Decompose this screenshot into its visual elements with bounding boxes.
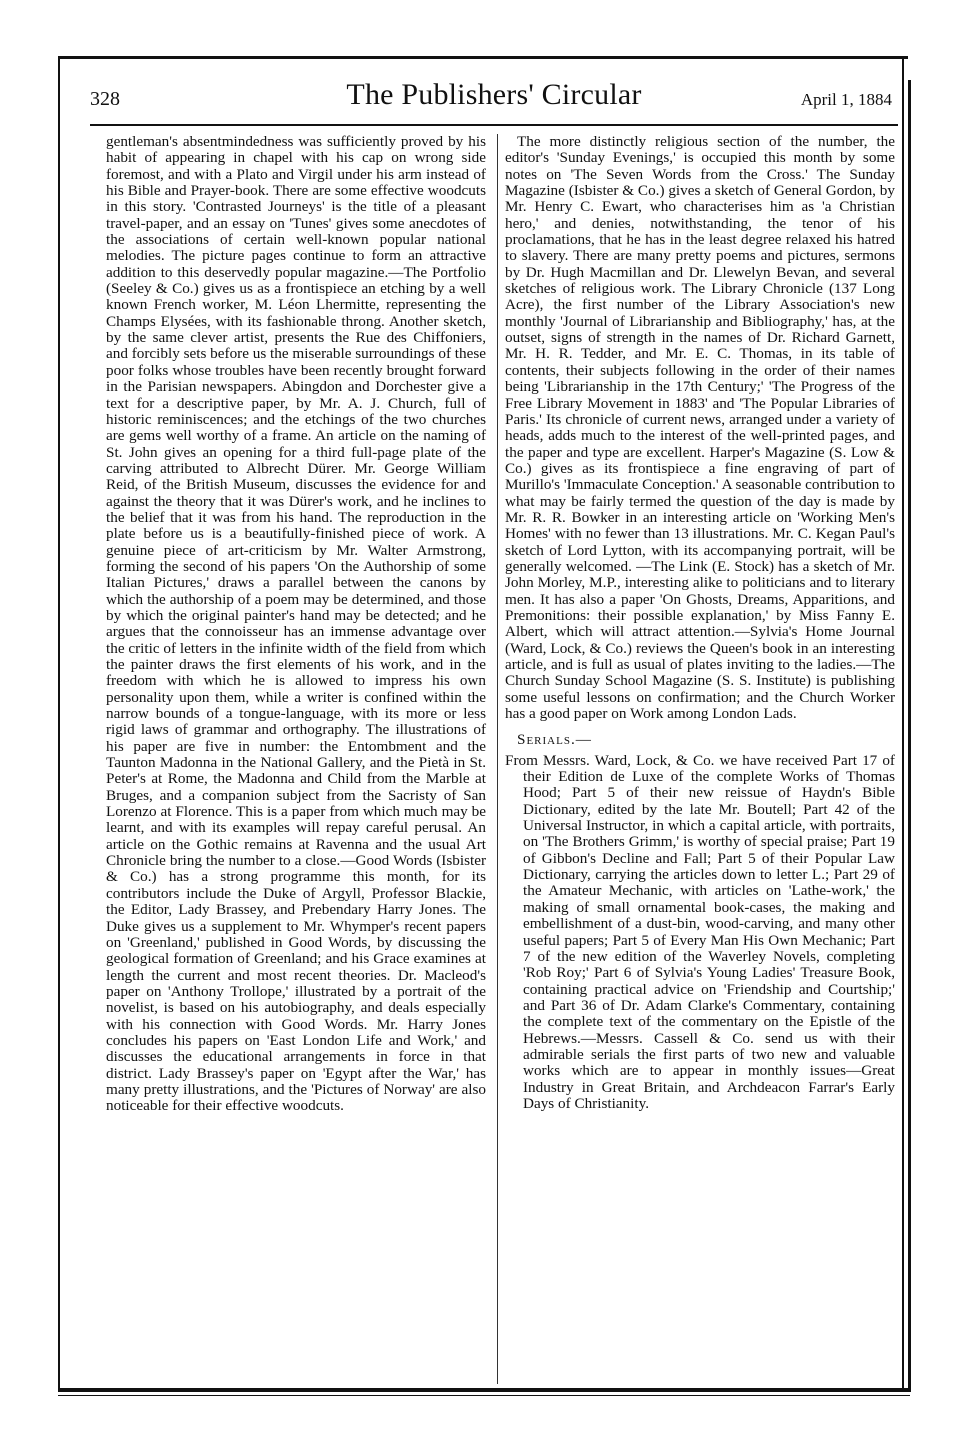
page-border-bottom — [58, 1388, 910, 1392]
page-border-top — [60, 56, 908, 59]
header-rule — [90, 124, 898, 126]
column-divider — [497, 134, 498, 1384]
page-border-right — [902, 56, 904, 1392]
page-number: 328 — [90, 88, 120, 110]
left-column — [106, 134, 486, 1115]
right-column-paragraph-1: The more distinctly religious section of the number, the editor's 'Sunday Evenings,' is occupied this month by some notes on 'The Seven Words from the Cross.' The Sunday Magazine (Isbister & Co.) gives a sketch of General Gordon, by Mr. Henry C. Ewart, who characterises him as 'a Christian hero,' and denies, notwithstanding, the tenor of his proclamations, that he has in the least degree relaxed his hatred to slavery. There are many pretty poems and pictures, sermons by Dr. Hugh Macmillan and Dr. Llewelyn Bevan, and several sketches of religious work. The Library Chronicle (137 Long Acre), the first number of the Library Association's new monthly 'Journal of Librarianship and Bibliography,' has, at the outset, signs of strength in the names of Dr. Richard Garnett, Mr. H. R. Tedder, and Mr. E. C. Thomas, in its table of contents, their subjects following in the order of their names being 'Librarianship in the 17th Century;' 'The Progress of the Free Library Movement in 1883' and 'The Popular Libraries of Paris.' Its chronicle of current news, arranged under a variety of heads, adds much to the interest of the well-printed pages, and the paper and type are excellent. Harper's Magazine (S. Low & Co.) gives as its frontispiece a fine engraving of part of Murillo's 'Immaculate Conception.' A seasonable contribution to what may be fairly termed the question of the day is made by Mr. R. R. Bowker in an interesting article on 'Working Men's Homes' with no fewer than 13 illustrations. Mr. C. Kegan Paul's sketch of Lord Lytton, with its accompanying portrait, will be generally welcomed. —The Link (E. Stock) has a sketch of Mr. John Morley, M.P., interesting alike to politicians and to literary men. It has also a paper 'On Ghosts, Dreams, Apparitions, and Premonitions: their possible explanation,' by Miss Fanny E. Albert, which will attract attention.—Sylvia's Home Journal (Ward, Lock, & Co.) reviews the Queen's book in an interesting article, and is full as usual of plates inviting to the ladies.—The Church Sunday School Magazine (S. S. Institute) is publishing some useful lessons on confirmation; and the Church Worker has a good paper on Work among London Lads. — [505, 133, 895, 723]
left-column-paragraph: gentleman's absentmindedness was sufficiently proved by his habit of appearing in chapel with his cap on wrong side foremost, and with a Plato and Virgil under his arm instead of his Bible and Prayer-book. There are some effective woodcuts in this story. 'Contrasted Journeys' is the title of a pleasant travel-paper, and an essay on 'Tunes' gives some anecdotes of the associations of certain well-known popular national melodies. The picture pages continue to form an attractive addition to this deservedly popular magazine.—The Portfolio (Seeley & Co.) gives us as a frontispiece an etching by a well known French worker, M. Léon Lhermitte, representing the Champs Elysées, with its fashionable throng. Another sketch, by the same clever artist, presents the Rue des Chiffoniers, and forcibly sets before us the miserable surroundings of these poor folks whose troubles have been recently brought forward in the Parisian newspapers. Abingdon and Dorchester give a text for a descriptive paper, by Mr. A. J. Church, full of historic reminiscences; and the etchings of the two churches are gems well worthy of a frame. An article on the naming of St. John gives an opening for a third full-page plate of the carving attributed to Albrecht Dürer. Mr. George William Reid, of the British Museum, discusses the evidence for and against the theory that it was Dürer's work, and he inclines to the belief that it was from his hand. The reproduction in the plate before us is a beautifully-finished piece of work. A genuine piece of art-criticism by Mr. Walter Armstrong, forming the second of his papers 'On the Authorship of some Italian Pictures,' draws a parallel between the canons by which the authorship of a poem may be determined, and those by which the original painter's hand may be detected; and he argues that the connoisseur has an immense advantage over the critic of letters in the infinite width of the field from which the painter draws the first elements of his work, and in the freedom with which he is allowed to impress his own personality upon them, while a writer is confined within the narrow bounds of a tongue-language, with its more or less rigid laws of grammar and orthography. The illustrations of his paper are five in number: the Entombment and the Taunton Madonna in the National Gallery, and the Pietà in St. Peter's at Rome, the Madonna and Child from the Marble at Bruges, and a companion subject from the Sacristy of San Lorenzo at Florence. This is a paper from which much may be learnt, and with its examples will repay careful perusal. An article on the Gothic remains at Ravenna and the usual Art Chronicle bring the number to a close.—Good Words (Isbister & Co.) has a strong programme this month, for its contributors include the Duke of Argyll, Professor Blackie, the Editor, Lady Brassey, and Prebendary Harry Jones. The Duke gives us a supplement to Mr. Whymper's recent papers on 'Greenland,' published in Good Words, by discussing the geological formation of Greenland; and his Grace examines at length the current and most recent theories. Dr. Macleod's paper on 'Anthony Trollope,' illustrated by a portrait of the novelist, is based on his autobiography, and deals especially with his connection with Good Words. Mr. Harry Jones concludes his papers on 'East London Life and Work,' and discusses the educational arrangements in force in that district. Lady Brassey's paper on 'Egypt after the War,' has many pretty illustrations, and the 'Pictures of Norway' are also noticeable for their effective woodcuts. — [106, 133, 487, 1115]
issue-date: April 1, 1884 — [800, 90, 892, 109]
page-header — [90, 78, 898, 118]
page-border-left — [58, 56, 60, 1392]
right-column — [505, 134, 895, 1112]
serials-heading: Serials.— — [517, 731, 592, 749]
page-border-right-heavy — [908, 80, 911, 1392]
page-border-bottom-thin — [58, 1395, 910, 1396]
journal-title: The Publishers' Circular — [346, 78, 642, 111]
right-column-paragraph-2: From Messrs. Ward, Lock, & Co. we have received Part 17 of their Edition de Luxe of the complete Works of Thomas Hood; Part 5 of their new reissue of Haydn's Bible Dictionary, edited by the late Mr. Boutell; Part 42 of the Universal Instructor, in which a capital article, with portraits, on 'The Brothers Grimm,' is worthy of special praise; Part 19 of Gibbon's Decline and Fall; Part 5 of their Popular Law Dictionary, carrying the articles down to letter L.; Part 29 of the Amateur Mechanic, with articles on 'Lathe-work,' the making of small ornamental book-cases, the making and embellishment of a dust-bin, wood-carving, and many other useful papers; Part 5 of Every Man His Own Mechanic; Part 7 of the new edition of the Waverley Novels, completing 'Rob Roy;' Part 6 of Sylvia's Young Ladies' Treasure Book, containing practical advice on 'Friendship and Courtship;' and Part 36 of Dr. Adam Clarke's Commentary, containing the complete text of the commentary on the Epistle of the Hebrews.—Messrs. Cassell & Co. send us with their admirable serials the first parts of two new and valuable works which are to appear in monthly issues—Great Industry in Great Britain, and Archdeacon Farrar's Early Days of Christianity. — [505, 751, 895, 1112]
